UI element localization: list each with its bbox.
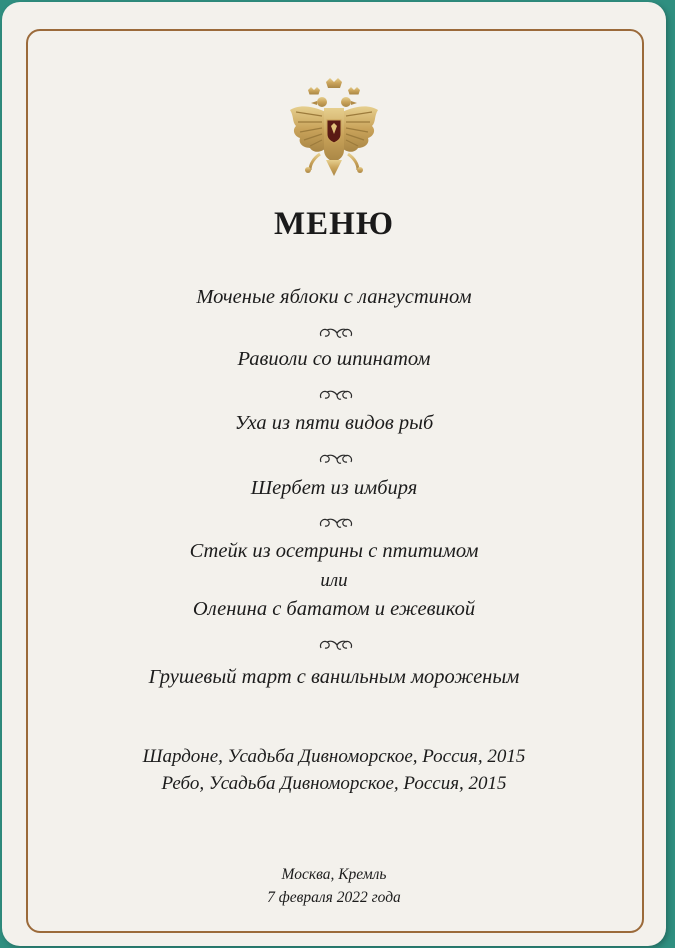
course-4: Шербет из имбиря xyxy=(250,477,418,499)
scroll-ornament-icon xyxy=(317,452,359,466)
scroll-ornament-icon xyxy=(317,638,359,652)
scroll-ornament-icon xyxy=(317,388,359,402)
scroll-ornament-icon xyxy=(317,516,359,530)
course-1: Моченые яблоки с лангустином xyxy=(196,286,472,308)
course-3: Уха из пяти видов рыб xyxy=(234,412,434,434)
place: Москва, Кремль xyxy=(281,866,387,883)
course-2: Равиоли со шпинатом xyxy=(237,348,431,370)
or-separator: или xyxy=(320,570,348,591)
scroll-ornament-icon xyxy=(317,326,359,340)
wine-2: Ребо, Усадьба Дивноморское, Россия, 2015 xyxy=(161,773,507,794)
course-5-alternative: Оленина с бататом и ежевикой xyxy=(192,598,476,620)
menu-title: МЕНЮ xyxy=(274,206,394,242)
course-5: Стейк из осетрины с птитимом xyxy=(189,540,479,562)
menu-card xyxy=(2,2,666,946)
wine-1: Шардоне, Усадьба Дивноморское, Россия, 2015 xyxy=(142,746,526,767)
course-6: Грушевый тарт с ванильным мороженым xyxy=(148,666,520,688)
date: 7 февраля 2022 года xyxy=(267,889,401,906)
coat-of-arms-icon xyxy=(286,76,382,184)
